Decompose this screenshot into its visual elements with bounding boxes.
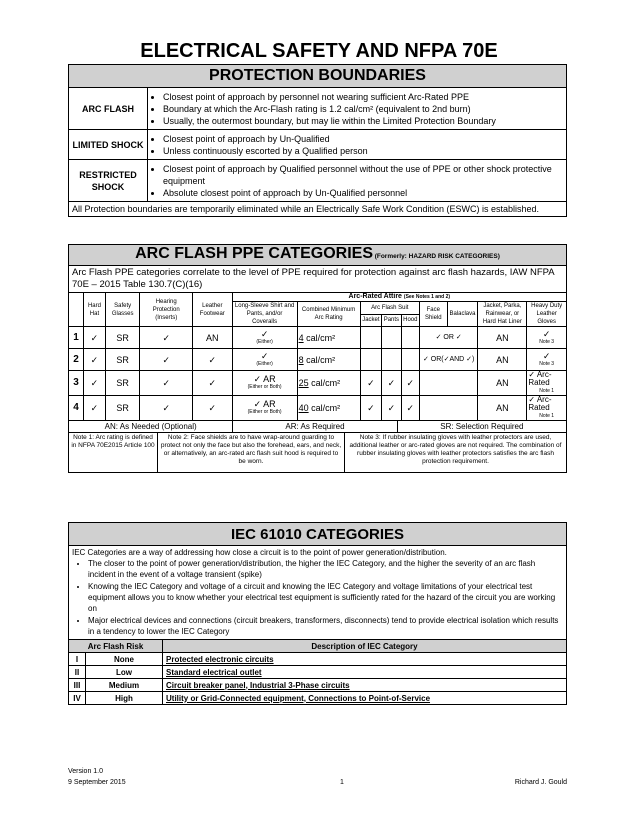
cal-number: 4 — [298, 332, 304, 343]
hood-check — [401, 349, 419, 371]
iec-col-risk: Arc Flash Risk — [69, 640, 163, 653]
col-pants: Pants — [382, 314, 401, 327]
hood-check — [401, 327, 419, 349]
shirt-sub: (Either) — [256, 360, 273, 367]
legend-an: AN: As Needed (Optional) — [69, 421, 233, 433]
hard-hat-check: ✓ — [84, 396, 106, 421]
gloves-note: Note 1 — [539, 388, 555, 394]
note-1: Note 1: Arc rating is defined in NFPA 70E2015 Article 100 — [69, 433, 158, 473]
iec-bullet: • Knowing the IEC Category and voltage of a circuit and knowing the IEC Category and voltage limitations of your electrical test equipment allows you to know whether your electrical test equipment is sufficiently rated for the hazard of the circuit you are working on — [88, 581, 563, 614]
hood-check: ✓ — [401, 371, 419, 396]
iec-description: Circuit breaker panel, Industrial 3-Phase circuits — [166, 680, 350, 690]
hard-hat-check: ✓ — [84, 327, 106, 349]
cal-unit: cal/cm² — [308, 403, 341, 413]
col-arc-rated-note: (See Notes 1 and 2) — [403, 294, 451, 300]
iec-category: II — [69, 666, 86, 679]
iec-col-desc: Description of IEC Category — [163, 640, 567, 653]
parka-value: AN — [478, 396, 527, 421]
col-balaclava: Balaclava — [447, 302, 478, 327]
jacket-check: ✓ — [360, 371, 382, 396]
shirt-sub: (Either) — [256, 338, 273, 345]
note-3: Note 3: If rubber insulating gloves with leather protectors are used, additional leather or arc-rated gloves are not required. The combination of rubber insulating gloves with leather protectors satisfies the arc flash protection requirement. — [345, 433, 567, 473]
face-shield-value — [420, 396, 478, 421]
ppe-intro: Arc Flash PPE categories correlate to the level of PPE required for protection against arc flash hazards, IAW NFPA 70E – 2015 Table 130.7(C)(16) — [69, 266, 567, 293]
iec-bullet: • Major electrical devices and connections (circuit breakers, transformers, disconnects) tend to provide electrical isolation which results in a tendency to lower the IEC Category — [88, 615, 563, 637]
iec-section — [68, 522, 567, 705]
pants-check — [382, 327, 401, 349]
cal-unit: cal/cm² — [308, 378, 341, 388]
iec-description: Utility or Grid-Connected equipment, Connections to Point-of-Service — [166, 693, 431, 703]
shirt-sub: (Either or Both) — [247, 409, 282, 415]
ppe-categories-section — [68, 244, 567, 473]
col-hood: Hood — [401, 314, 419, 327]
arc-flash-item: • Usually, the outermost boundary, but may lie within the Limited Protection Boundary — [163, 115, 563, 127]
ppe-level: 4 — [69, 396, 84, 421]
gloves-value: ✓ — [542, 328, 551, 339]
col-leather-footwear: Leather Footwear — [193, 293, 233, 327]
shirt-sub: (Either or Both) — [247, 384, 282, 390]
parka-value: AN — [478, 371, 527, 396]
cal-unit: cal/cm² — [303, 354, 336, 365]
arc-flash-label: ARC FLASH — [69, 88, 148, 130]
cal-number: 25 — [298, 378, 309, 388]
iec-category: I — [69, 653, 86, 666]
iec-header: IEC 61010 CATEGORIES — [69, 523, 567, 546]
iec-risk: High — [86, 692, 163, 705]
iec-category: IV — [69, 692, 86, 705]
cal-number: 40 — [298, 403, 309, 413]
jacket-check — [360, 327, 382, 349]
iec-intro: IEC Categories are a way of addressing how close a circuit is to the point of power generation/distribution. — [72, 548, 447, 557]
footer-page: 1 — [340, 779, 344, 786]
limited-shock-item: • Closest point of approach by Un-Qualified — [163, 133, 563, 145]
protection-boundaries-section — [68, 64, 567, 217]
col-arc-flash-suit: Arc Flash Suit — [360, 302, 419, 315]
arc-flash-item: • Boundary at which the Arc-Flash rating is 1.2 cal/cm² (equivalent to 2nd burn) — [163, 103, 563, 115]
iec-risk: Low — [86, 666, 163, 679]
face-shield-value — [420, 371, 478, 396]
page-title: ELECTRICAL SAFETY AND NFPA 70E — [140, 40, 498, 62]
col-long-sleeve: Long-Sleeve Shirt and Pants, and/or Coveralls — [232, 302, 297, 327]
glasses-value: SR — [105, 371, 140, 396]
gloves-note: Note 3 — [539, 360, 555, 367]
col-parka: Jacket, Parka, Rainwear, or Hard Hat Liner — [478, 302, 527, 327]
boundaries-note: All Protection boundaries are temporarily eliminated while an Electrically Safe Work Condition (ESWC) is established. — [69, 202, 567, 217]
ppe-level: 1 — [69, 327, 84, 349]
ppe-level: 3 — [69, 371, 84, 396]
hearing-check: ✓ — [140, 396, 193, 421]
shirt-value: ✓ AR — [253, 399, 276, 409]
gloves-value: ✓ Arc-Rated — [528, 395, 552, 412]
ppe-row-4 — [69, 396, 567, 421]
hearing-check: ✓ — [140, 327, 193, 349]
note-2: Note 2: Face shields are to have wrap-around guarding to protect not only the face but also the forehead, ears, and neck, or alternatively, an arc-rated arc flash suit hood is required to be worn. — [158, 433, 345, 473]
footwear-value: ✓ — [193, 371, 233, 396]
shirt-value: ✓ AR — [253, 374, 276, 384]
ppe-header: ARC FLASH PPE CATEGORIES — [135, 244, 374, 262]
gloves-note: Note 3 — [539, 338, 555, 345]
col-hard-hat: Hard Hat — [84, 293, 106, 327]
hard-hat-check: ✓ — [84, 371, 106, 396]
pants-check: ✓ — [382, 371, 401, 396]
limited-shock-label: LIMITED SHOCK — [69, 130, 148, 160]
ppe-header-sub: (Formerly: HAZARD RISK CATEGORIES) — [374, 252, 500, 260]
iec-row — [69, 666, 567, 679]
col-combined: Combined Minimum Arc Rating — [297, 302, 360, 327]
iec-risk: Medium — [86, 679, 163, 692]
iec-row — [69, 653, 567, 666]
col-face-shield: Face Shield — [420, 302, 448, 327]
legend-ar: AR: As Required — [233, 421, 397, 433]
col-hearing: Hearing Protection (Inserts) — [140, 293, 193, 327]
face-shield-value: ✓ OR(✓AND ✓) — [420, 349, 478, 371]
gloves-note: Note 1 — [539, 413, 555, 419]
ppe-row-3 — [69, 371, 567, 396]
pants-check — [382, 349, 401, 371]
glasses-value: SR — [105, 349, 140, 371]
pants-check: ✓ — [382, 396, 401, 421]
gloves-value: ✓ — [542, 350, 551, 361]
restricted-shock-item: • Absolute closest point of approach by Un-Qualified personnel — [163, 187, 563, 199]
gloves-value: ✓ Arc-Rated — [528, 370, 552, 387]
glasses-value: SR — [105, 396, 140, 421]
footer-date: 9 September 2015 — [68, 779, 126, 786]
parka-value: AN — [478, 327, 527, 349]
glasses-value: SR — [105, 327, 140, 349]
hood-check: ✓ — [401, 396, 419, 421]
restricted-shock-item: • Closest point of approach by Qualified personnel without the use of PPE or other shock protective equipment — [163, 163, 563, 187]
hard-hat-check: ✓ — [84, 349, 106, 371]
footer-author: Richard J. Gould — [514, 779, 567, 786]
col-safety-glasses: Safety Glasses — [105, 293, 140, 327]
limited-shock-item: • Unless continuously escorted by a Qualified person — [163, 145, 563, 157]
footer-version: Version 1.0 — [68, 768, 104, 775]
footwear-value: ✓ — [193, 349, 233, 371]
jacket-check: ✓ — [360, 396, 382, 421]
restricted-shock-label: RESTRICTED SHOCK — [69, 160, 148, 202]
iec-bullet: • The closer to the point of power generation/distribution, the higher the IEC Category, and the higher the severity of an arc flash incident in the event of a voltage transient (spike) — [88, 558, 563, 580]
iec-row — [69, 692, 567, 705]
legend-sr: SR: Selection Required — [397, 421, 566, 433]
col-arc-rated-attire: Arc-Rated Attire — [348, 293, 402, 300]
footwear-value: AN — [193, 327, 233, 349]
ppe-row-2 — [69, 349, 567, 371]
arc-flash-item: • Closest point of approach by personnel not wearing sufficient Arc-Rated PPE — [163, 91, 563, 103]
hearing-check: ✓ — [140, 371, 193, 396]
iec-description: Protected electronic circuits — [166, 654, 274, 664]
shirt-value: ✓ — [260, 350, 269, 361]
parka-value: AN — [478, 349, 527, 371]
col-jacket: Jacket — [360, 314, 382, 327]
shirt-value: ✓ — [260, 328, 269, 339]
cal-number: 8 — [298, 354, 304, 365]
cal-unit: cal/cm² — [303, 332, 336, 343]
ppe-row-1 — [69, 327, 567, 349]
ppe-level: 2 — [69, 349, 84, 371]
col-gloves: Heavy Duty Leather Gloves — [527, 302, 567, 327]
face-shield-value: ✓ OR ✓ — [420, 327, 478, 349]
iec-risk: None — [86, 653, 163, 666]
footer-row — [68, 779, 567, 786]
iec-category: III — [69, 679, 86, 692]
boundaries-header: PROTECTION BOUNDARIES — [69, 65, 567, 88]
iec-description: Standard electrical outlet — [166, 667, 262, 677]
hearing-check: ✓ — [140, 349, 193, 371]
jacket-check — [360, 349, 382, 371]
iec-row — [69, 679, 567, 692]
footwear-value: ✓ — [193, 396, 233, 421]
